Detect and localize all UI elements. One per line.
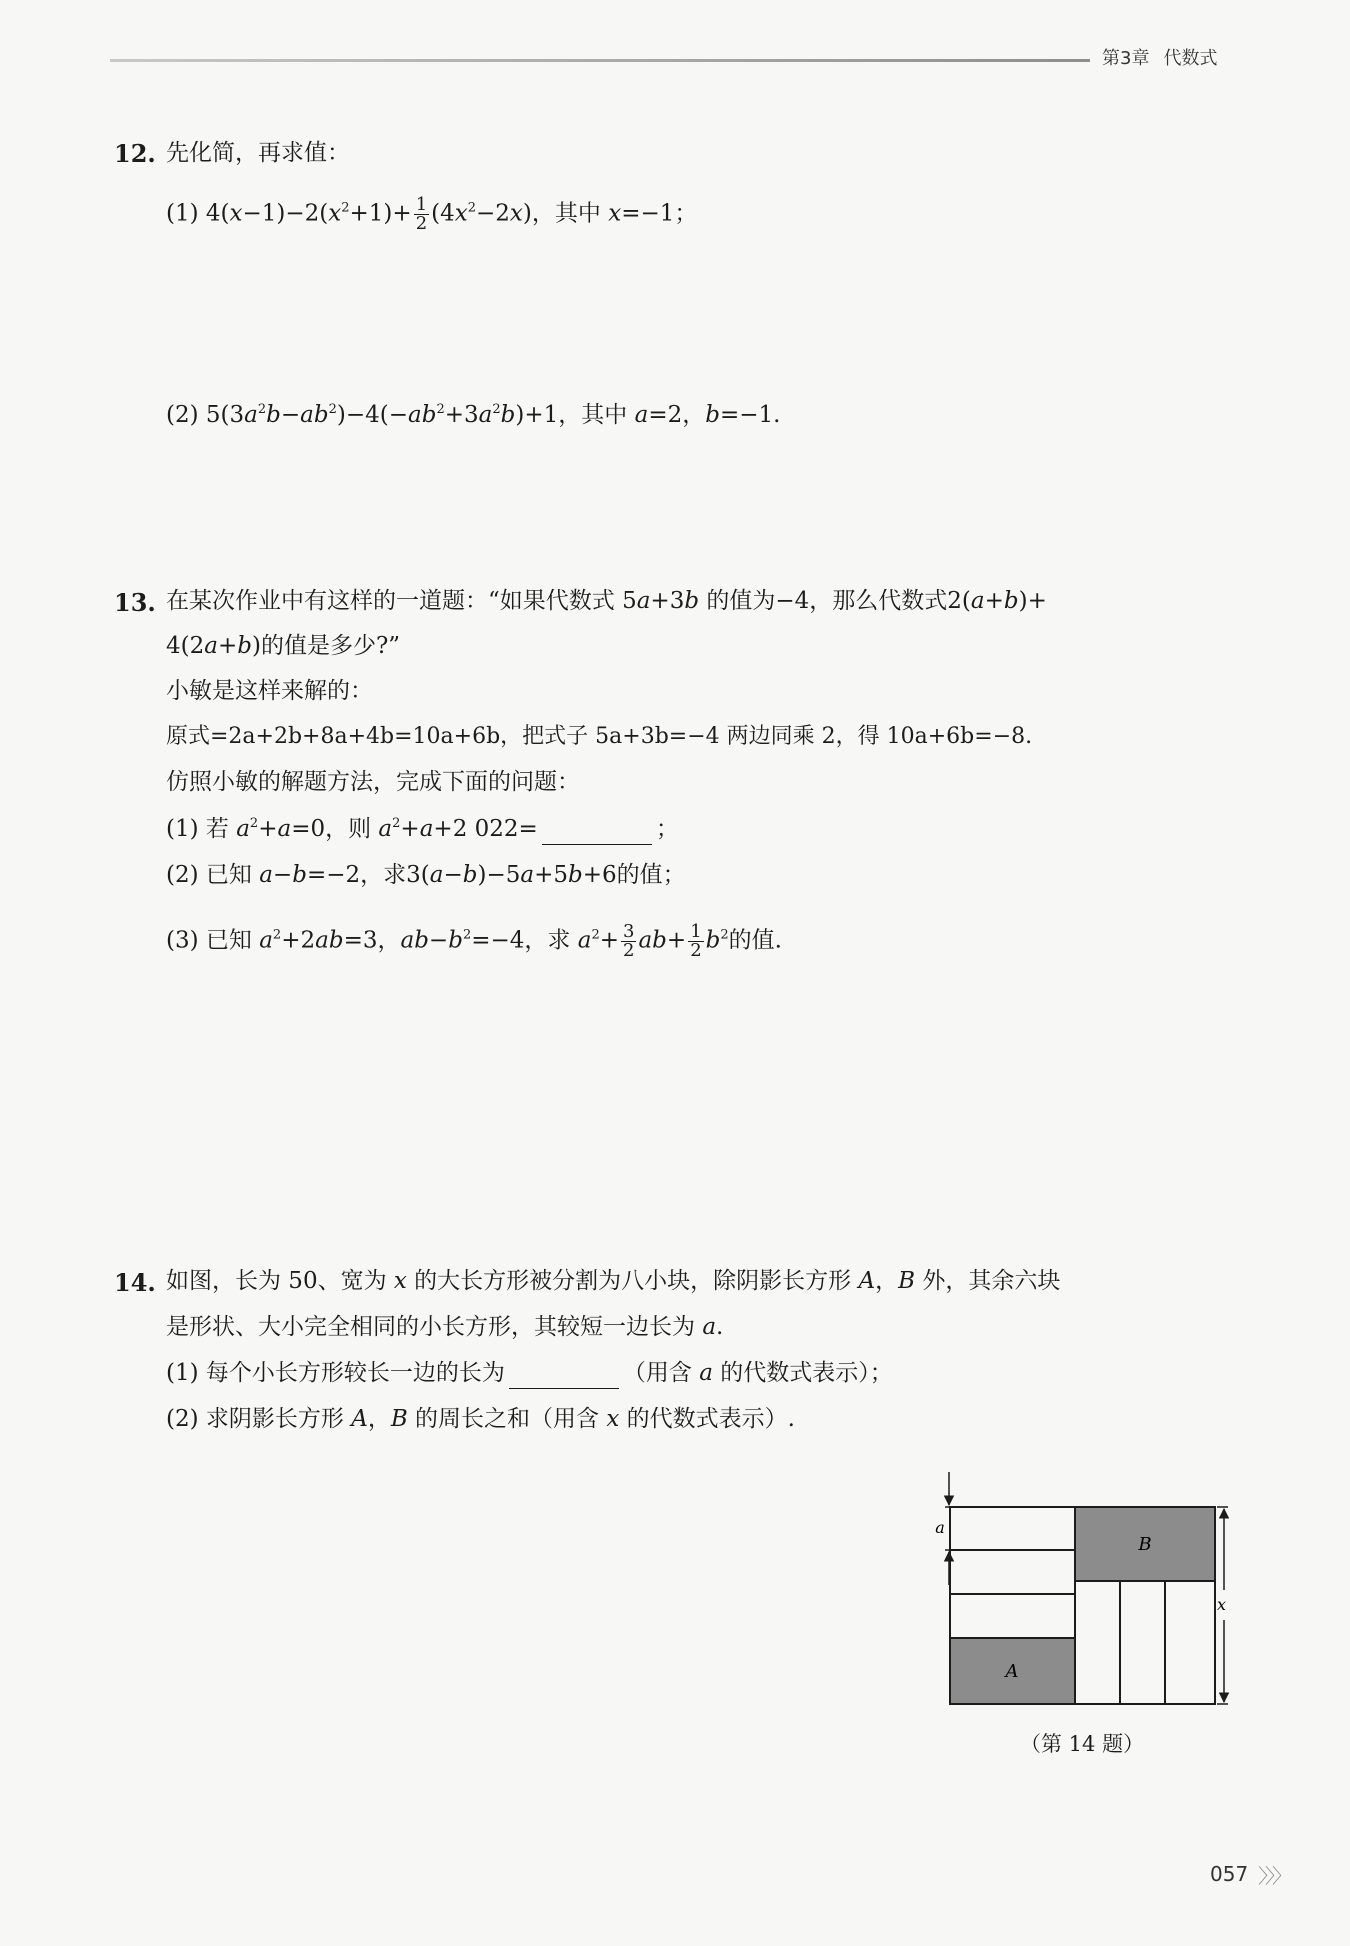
question-13-line-2: 4(2a+b)的值是多少?” [166, 633, 401, 659]
question-13-part-3: (3) 已知 $a^2+2ab=3$，$ab-b^2=-4$，求 $a^2+$ $\frac{3}{2}$ ab+ $\frac{1}{2}$ $b^2$的值. [166, 921, 782, 961]
question-14-part-1: (1) 每个小长方形较长一边的长为 （用含 a 的代数式表示）； [166, 1357, 893, 1389]
label-x-dimension: x [1217, 1595, 1227, 1614]
page-number: 057 [1210, 1862, 1249, 1886]
question-13-number: 13. [114, 588, 156, 617]
answer-blank[interactable] [542, 818, 652, 845]
question-14-number: 14. [114, 1268, 156, 1297]
fraction-three-halves: $\frac{3}{2}$ [623, 921, 635, 961]
question-13-line-5: 仿照小敏的解题方法，完成下面的问题： [166, 769, 580, 795]
page-arrows-icon: 〉〉〉 [1258, 1864, 1289, 1888]
question-12-part-2: (2) $5(3a^2b-ab^2)-4(-ab^2+3a^2b)+1$，其中 a=2，b=−1. [166, 402, 781, 428]
question-14-part-2: (2) 求阴影长方形 A，B 的周长之和（用含 x 的代数式表示）. [166, 1406, 795, 1432]
question-12-part-1: (1) $4(x-1)-2(x^2+1)+$ $\frac{1}{2}$ $(4x^2-2x)$，其中 x=−1； [166, 194, 698, 234]
answer-blank[interactable] [509, 1362, 619, 1389]
question-13-example-solution: 原式=2a+2b+8a+4b=10a+6b，把式子 5a+3b=−4 两边同乘 2，得 10a+6b=−8. [166, 724, 1033, 749]
question-13-part-1: (1) 若 $a^2+a=0$，则 $a^2+a+2$ 022= ； [166, 813, 679, 845]
question-13-line-3: 小敏是这样来解的： [166, 678, 373, 704]
header-rule [110, 59, 1090, 62]
fraction-one-half: $\frac{1}{2}$ [415, 194, 428, 234]
question-13-part-2: (2) 已知 a−b=−2，求3(a−b)−5a+5b+6的值； [166, 862, 686, 888]
label-a-dimension: a [935, 1518, 945, 1537]
chapter-title: 代数式 [1163, 48, 1218, 69]
question-12-number: 12. [114, 139, 156, 168]
label-b: B [1138, 1534, 1152, 1555]
question-14-figure [920, 1460, 1240, 1720]
label-a-region: A [1005, 1661, 1019, 1682]
question-13-line-1: 在某次作业中有这样的一道题：“如果代数式 5a+3b 的值为−4，那么代数式2(a+b)+ [166, 588, 1047, 614]
figure-caption: （第 14 题） [1020, 1732, 1145, 1756]
chapter-number: 第3章 [1102, 48, 1150, 69]
question-14-line-2: 是形状、大小完全相同的小长方形，其较短一边长为 a. [166, 1314, 724, 1340]
question-14-line-1: 如图，长为 50、宽为 x 的大长方形被分割为八小块，除阴影长方形 A，B 外，其余六块 [166, 1268, 1061, 1294]
fraction-one-half: $\frac{1}{2}$ [690, 921, 702, 961]
chapter-header [1102, 44, 1217, 70]
question-12-title: 先化简，再求值： [166, 140, 350, 166]
